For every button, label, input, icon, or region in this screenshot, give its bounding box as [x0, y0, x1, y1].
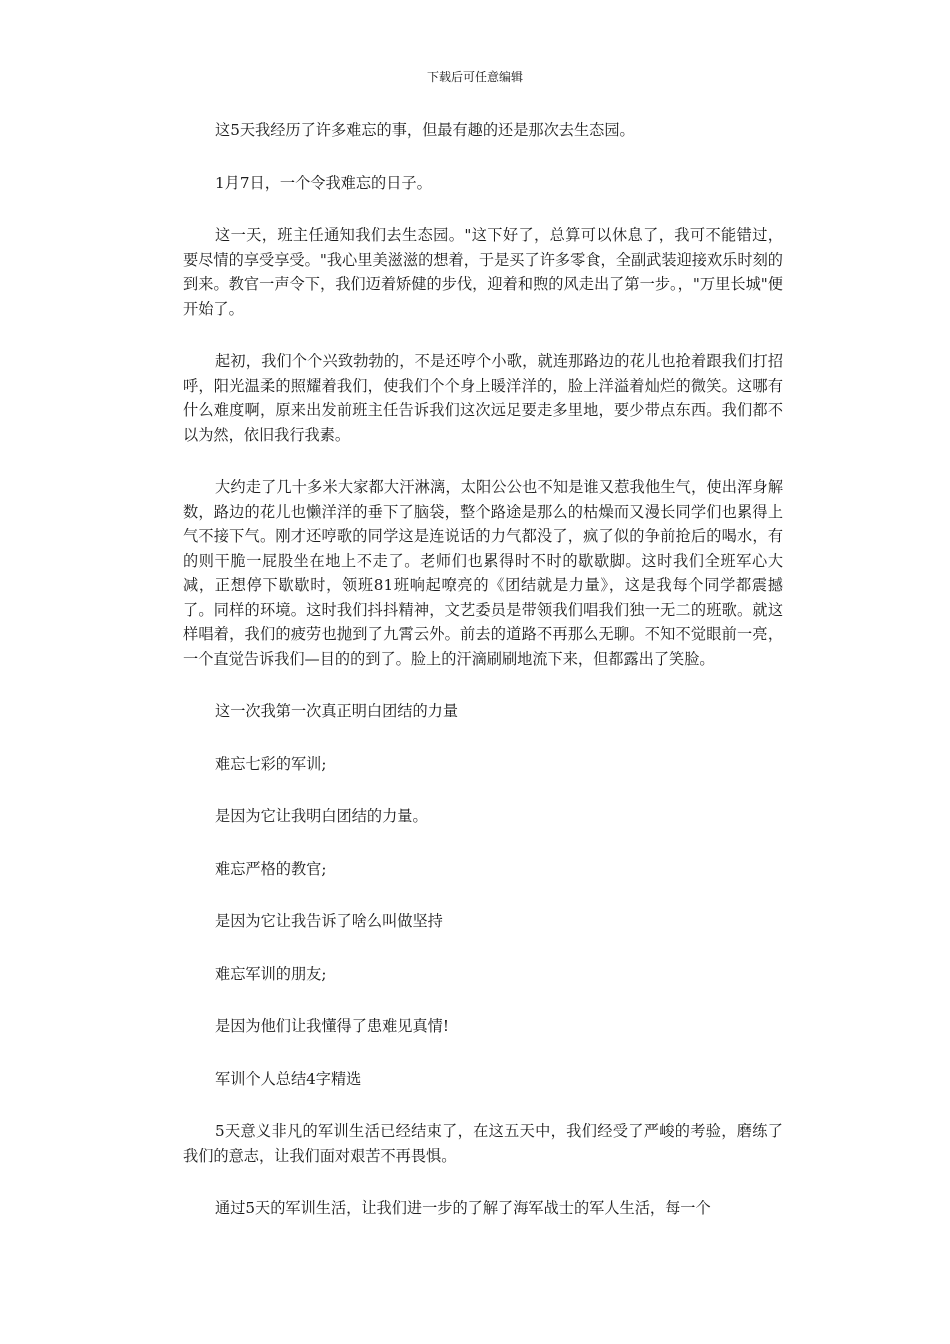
- paragraph-unity: 这一次我第一次真正明白团结的力量: [215, 702, 458, 720]
- paragraph-intro: 这5天我经历了许多难忘的事，但最有趣的还是那次去生态园。: [215, 121, 635, 139]
- paragraph-continuation: 通过5天的军训生活，让我们进一步的了解了海军战士的军人生活，每一个: [215, 1199, 711, 1217]
- page-header: 下载后可任意编辑: [426, 70, 523, 84]
- paragraph-line-2: 是因为它让我明白团结的力量。: [215, 807, 428, 825]
- paragraph-date: 1月7日，一个令我难忘的日子。: [215, 173, 432, 192]
- paragraph-line-1: 难忘七彩的军训;: [215, 754, 327, 773]
- paragraph-line-5: 难忘军训的朋友;: [215, 964, 327, 983]
- paragraph-journey: 大约走了几十多米大家都大汗淋漓，太阳公公也不知是谁又惹我他生气，使出浑身解数，路边的花儿也懒洋洋的垂下了脑袋，整个路途是那么的枯燥而又漫长同学们也累得上气不接下气。刚才还哼歌的同学这是连说话的力气都没了，疯了似的争前抢后的喝水，有的则干脆一屁股坐在地上不走了。老师们也累得时不时的歇歇脚。这时我们全班军心大减，正想停下歇歇时，领班81班响起嘹亮的《团结就是力量》，这是我每个同学都震撼了。同样的环境。这时我们抖抖精神，文艺委员是带领我们唱我们独一无二的班歌。就这样唱着，我们的疲劳也抛到了九霄云外。前去的道路不再那么无聊。不知不觉眼前一亮，一个直觉告诉我们—目的的到了。脸上的汗滴刷刷地流下来，但都露出了笑脸。: [183, 478, 783, 668]
- document-body: [183, 118, 783, 1221]
- paragraph-line-6: 是因为他们让我懂得了患难见真情!: [215, 1017, 449, 1035]
- paragraph-summary: 5天意义非凡的军训生活已经结束了，在这五天中，我们经受了严峻的考验，磨练了我们的意志，让我们面对艰苦不再畏惧。: [183, 1122, 783, 1165]
- paragraph-notice: 这一天，班主任通知我们去生态园。"这下好了，总算可以休息了，我可不能错过，要尽情的享受享受。"我心里美滋滋的想着，于是买了许多零食，全副武装迎接欢乐时刻的到来。教官一声令下，我们迈着矫健的步伐，迎着和煦的风走出了第一步。，"万里长城"便开始了。: [183, 226, 783, 318]
- paragraph-line-3: 难忘严格的教官;: [215, 859, 327, 878]
- section-heading: 军训个人总结4字精选: [215, 1069, 362, 1088]
- paragraph-line-4: 是因为它让我告诉了啥么叫做坚持: [215, 912, 443, 930]
- paragraph-start: 起初，我们个个兴致勃勃的，不是还哼个小歌，就连那路边的花儿也抢着跟我们打招呼，阳光温柔的照耀着我们，使我们个个身上暖洋洋的，脸上洋溢着灿烂的微笑。这哪有什么难度啊，原来出发前班主任告诉我们这次远足要走多里地，要少带点东西。我们都不以为然，依旧我行我素。: [183, 352, 783, 444]
